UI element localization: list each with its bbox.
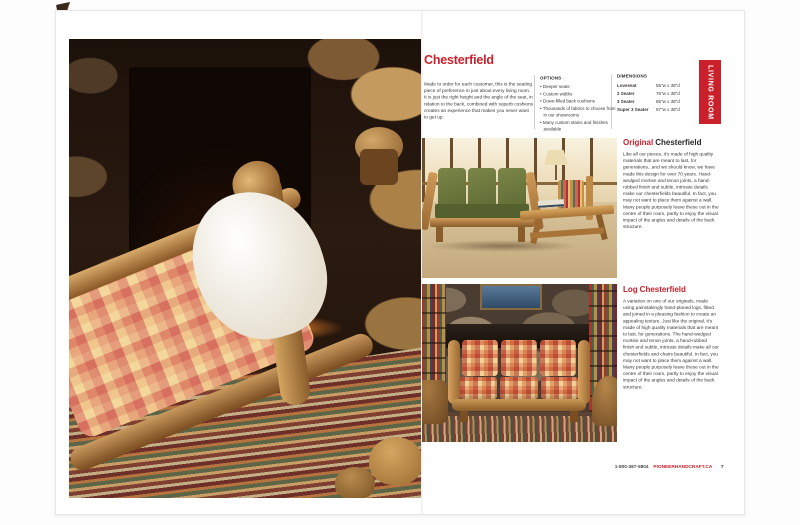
braided-rug: [422, 416, 617, 442]
page-title: Chesterfield: [424, 53, 494, 67]
log-side-table-base: [360, 149, 398, 185]
original-section-heading: [623, 138, 701, 147]
sofa-leg: [570, 411, 578, 422]
plaid-seat-cushions: [460, 377, 578, 399]
dimension-row: [617, 98, 707, 106]
seat-cushion: [500, 377, 537, 399]
dimension-row: [617, 106, 707, 114]
plaid-back-cushions: [462, 340, 576, 376]
section-tab-label: LIVING ROOM: [706, 64, 714, 120]
catalog-spread: [55, 10, 745, 515]
heading-rest-word: Chesterfield: [639, 285, 686, 294]
option-item: • Many custom stains and finishes available: [540, 119, 616, 133]
phone-number: 1-800-387-5804: [615, 464, 650, 470]
lamp-stem: [555, 165, 557, 180]
page-number: 7: [721, 464, 724, 470]
original-section-text: Like all our pieces, it's made of high quality materials that are meant to last, for generations...and we should know, we have made this design for over 70 years. Hand-wedged mortise and tenon joints, a hand-rubbed finish and subtle, intricate details make our chesterfields beautiful. In fact, you may not want to place them against a wall. Many people purposely leave these out in the centre of their room, partly to enjoy the visual impact of the angles and details of the back structure.: [623, 151, 719, 230]
log-section-body: [623, 298, 719, 448]
dimension-value: 97"w x 38"d: [656, 107, 680, 113]
website-url: PIONEERHANDCRAFT.CA: [653, 464, 713, 470]
dimension-label: Loveseat: [617, 83, 637, 89]
dimension-value: 55"w x 38"d: [656, 83, 680, 89]
back-cushion: [438, 168, 466, 206]
section-tab-living-room: [699, 60, 721, 124]
log-stool: [369, 437, 421, 485]
original-chesterfield-photo: [422, 138, 617, 278]
intro-paragraph: [424, 81, 534, 135]
log-arm-post-right: [578, 340, 590, 404]
framed-painting: [480, 284, 542, 310]
column-divider: [534, 75, 535, 129]
sofa-base-rail: [430, 218, 534, 227]
sofa-leg: [436, 227, 443, 242]
back-cushion: [501, 340, 537, 376]
options-list: [540, 84, 616, 133]
heading-accent-word: Original: [623, 138, 654, 147]
sofa-base-log: [452, 399, 586, 411]
page-footer: [496, 459, 724, 471]
options-heading: OPTIONS: [540, 75, 562, 81]
dimension-value: 86"w x 38"d: [656, 99, 680, 105]
log-stool-small: [335, 467, 375, 498]
log-section-heading: [623, 285, 686, 294]
option-item: • Down-filled back cushions: [540, 98, 616, 105]
furniture-shadow: [428, 240, 578, 252]
left-page-photo: [69, 39, 421, 498]
heading-accent-word: Log: [623, 285, 638, 294]
log-stool: [592, 376, 617, 426]
dimension-value: 76"w x 38"d: [656, 91, 680, 97]
option-item: • Thousands of fabrics to choose from in our showrooms: [540, 105, 616, 119]
original-section-body: [623, 151, 719, 271]
log-section-text: A variation on one of our originals, made using painstakingly hand-planed logs, fitted and joined in a pleasing fashion to create an appealing texture. Just like the original, it's made of high quality materials that are meant to last, for generations. The hand-wedged mortise and tenon joints, a hand-rubbed finish and subtle, intricate details make all our chesterfields and chairs beautiful. In fact, you may not want to place them against a wall. Many people purposely leave these out in the centre of their room, partly to enjoy the visual impact of the angles and details of the back structure.: [623, 298, 719, 390]
heading-rest-word: Chesterfield: [655, 138, 702, 147]
log-stool: [422, 380, 448, 424]
seat-cushion: [435, 204, 529, 218]
green-back-cushions: [438, 168, 526, 206]
back-cushion: [498, 168, 526, 206]
dimension-label: Super 3 Seater: [617, 107, 649, 113]
seat-cushion: [460, 377, 497, 399]
log-arm-post-left: [448, 340, 460, 404]
dimension-label: 3 Seater: [617, 99, 635, 105]
back-cushion: [540, 340, 576, 376]
seat-cushion: [541, 377, 578, 399]
sofa-leg: [460, 411, 468, 422]
options-block: [540, 75, 616, 135]
back-cushion: [468, 168, 496, 206]
sofa-leg: [518, 227, 525, 242]
dimension-row: [617, 82, 707, 90]
dimension-row: [617, 90, 707, 98]
dimension-label: 2 Seater: [617, 91, 635, 97]
option-item: • Custom widths: [540, 91, 616, 98]
dimensions-block: [617, 73, 707, 133]
log-chesterfield-photo: [422, 284, 617, 442]
dimensions-heading: DIMENSIONS: [617, 73, 648, 79]
option-item: • Deeper seats: [540, 84, 616, 91]
intro-text: Made to order for each customer, this is the seating piece of preference in just about every living room. It is just the right height and the angle of the seat, in relation to the back, combined with superb cushions creates an experience that makes you never want to get up.: [424, 81, 534, 121]
back-cushion: [462, 340, 498, 376]
